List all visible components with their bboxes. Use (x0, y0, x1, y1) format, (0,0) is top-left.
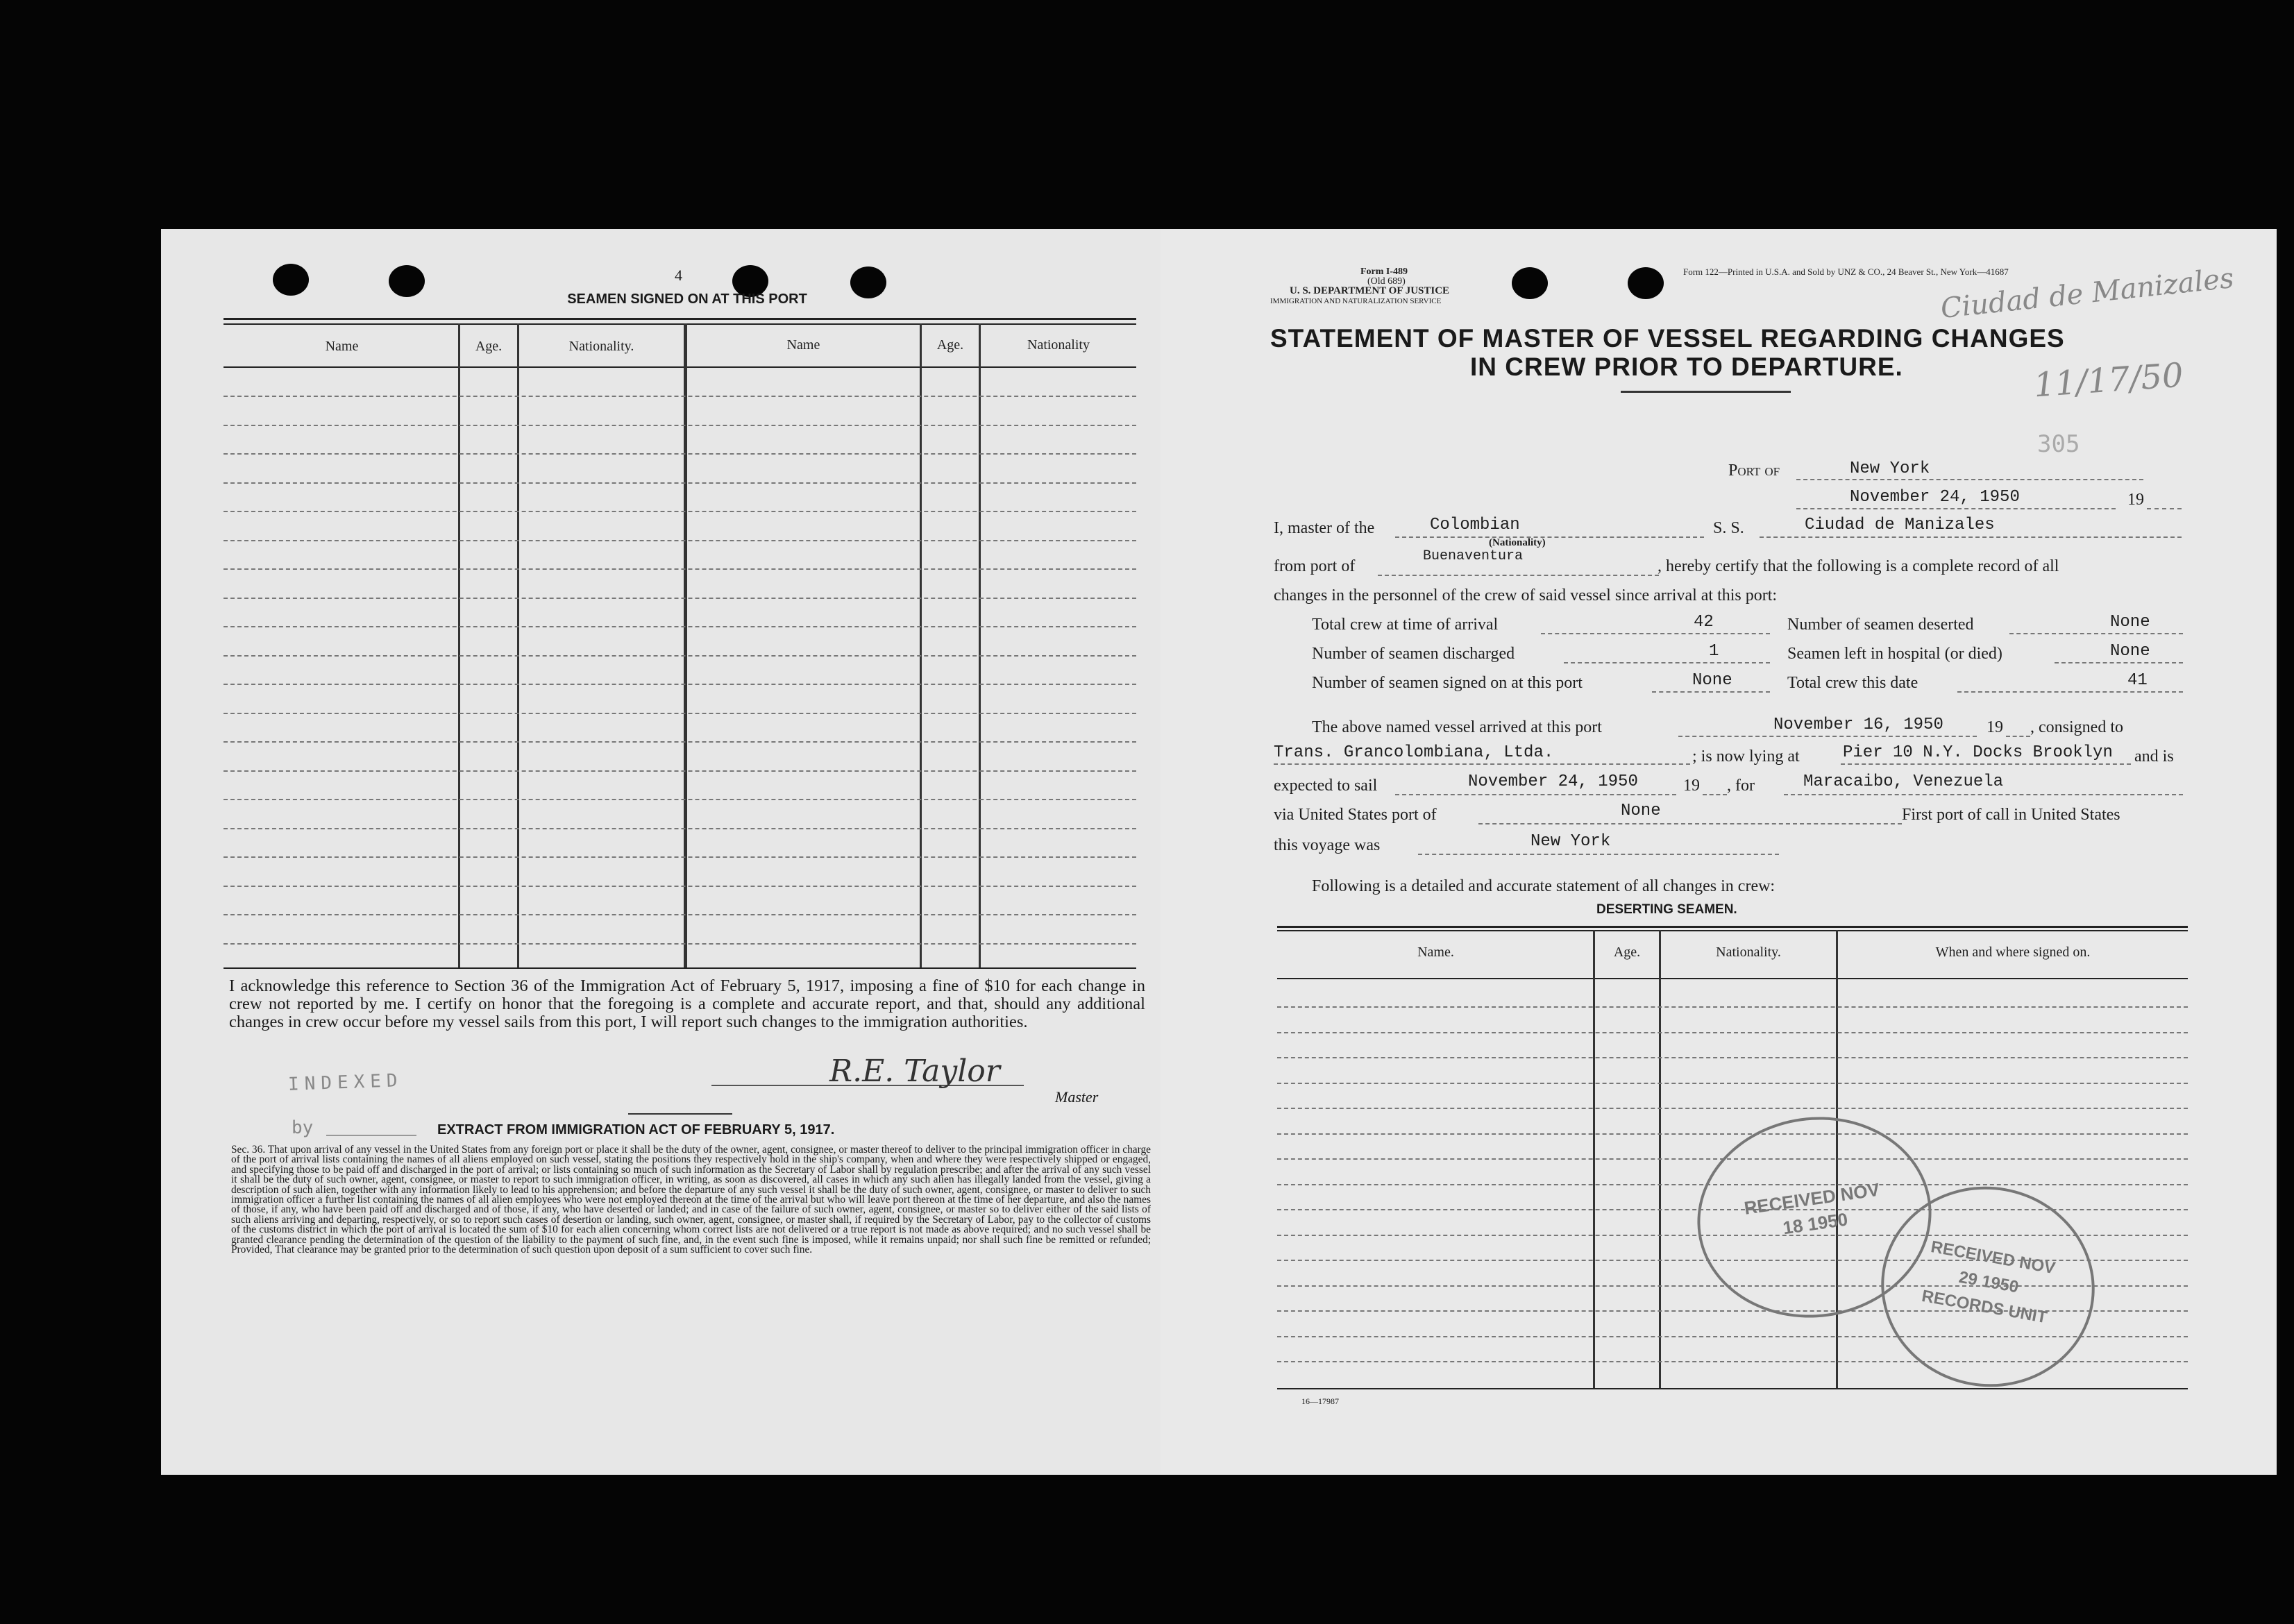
column-header-age: Age. (475, 339, 503, 354)
expected-value: November 24, 1950 (1468, 772, 1638, 791)
consignee-value: Trans. Grancolombiana, Ltda. (1274, 743, 1554, 762)
acknowledgement-text: I acknowledge this reference to Section 36 of the Immigration Act of February 5, 1917, imposing a fine of $10 for each change in crew not reported by me. I certify on honor that the foregoing is a complete and accurate report, and that, should any additional changes in crew occur before my vessel sails from this port, I will report such changes to the immigration authorities. (229, 976, 1145, 1031)
punch-hole (1628, 267, 1664, 299)
master-of-label: I, master of the (1274, 519, 1375, 537)
punch-hole (389, 265, 425, 297)
table-row-line (224, 511, 1136, 512)
deserting-column-name: Name. (1417, 945, 1454, 960)
arrived-value: November 16, 1950 (1773, 716, 1943, 734)
deserting-column-signed-on: When and where signed on. (1935, 945, 2091, 960)
certify-text: , hereby certify that the following is a complete record of all (1658, 557, 2059, 575)
column-header-age: Age. (936, 337, 964, 353)
left-page (161, 229, 1161, 1475)
page-number: 4 (675, 267, 682, 284)
table-row-line (224, 425, 1136, 426)
table-row-line (224, 886, 1136, 887)
port-label: Port of (1728, 462, 1780, 480)
from-port-value: Buenaventura (1423, 548, 1524, 564)
and-is-text: and is (2134, 747, 2174, 766)
column-header-name: Name (325, 339, 359, 354)
received-stamp: RECEIVED NOV 18 1950 (1685, 1102, 1945, 1333)
signed-on-label: Number of seamen signed on at this port (1312, 674, 1583, 692)
form-number: Form I-489 (1360, 267, 1408, 277)
total-crew-date-value: 41 (2127, 671, 2148, 690)
statement-title-line-1: STATEMENT OF MASTER OF VESSEL REGARDING CHANGES (1270, 324, 2065, 353)
table-row-line (224, 482, 1136, 484)
handwritten-number: 305 (2037, 430, 2080, 458)
arrived-year-label: 19 (1987, 718, 2003, 736)
from-port-label: from port of (1274, 557, 1356, 575)
lying-label: ; is now lying at (1692, 747, 1800, 766)
punch-hole (273, 264, 309, 296)
table-row-line (224, 828, 1136, 829)
discharged-value: 1 (1709, 642, 1719, 661)
column-header-nationality: Nationality (1027, 337, 1090, 353)
received-records-stamp: RECEIVED NOV 29 1950 RECORDS UNIT (1865, 1169, 2110, 1403)
table-row-line (224, 598, 1136, 599)
table-row-line (224, 770, 1136, 772)
table-row-line (224, 943, 1136, 945)
deserted-label: Number of seamen deserted (1787, 616, 1974, 634)
table-row-line (1277, 1057, 2188, 1058)
ship-value: Ciudad de Manizales (1805, 516, 1995, 534)
column-header-nationality: Nationality. (568, 339, 634, 354)
printer-line: Form 122—Printed in U.S.A. and Sold by UNZ & CO., 24 Beaver St., New York—41687 (1683, 267, 2009, 277)
voyage-label: this voyage was (1274, 836, 1381, 854)
service-name: IMMIGRATION AND NATURALIZATION SERVICE (1270, 297, 1442, 305)
table-row-line (1277, 1108, 2188, 1109)
total-crew-arrival-value: 42 (1694, 613, 1714, 632)
department-name: U. S. DEPARTMENT OF JUSTICE (1290, 285, 1450, 296)
via-value: None (1621, 802, 1661, 820)
form-old-number: (Old 689) (1367, 276, 1406, 287)
table-row-line (224, 684, 1136, 685)
signed-on-value: None (1692, 671, 1732, 690)
footer-code: 16—17987 (1301, 1396, 1339, 1406)
handwritten-ship-name: Ciudad de Manizales (1939, 262, 2236, 325)
via-label: via United States port of (1274, 806, 1437, 824)
total-crew-arrival-label: Total crew at time of arrival (1312, 616, 1499, 634)
discharged-label: Number of seamen discharged (1312, 645, 1515, 663)
table-row-line (224, 568, 1136, 570)
column-header-name: Name (786, 337, 820, 353)
lying-value: Pier 10 N.Y. Docks Brooklyn (1843, 743, 2113, 762)
table-row-line (1277, 1006, 2188, 1008)
ss-label: S. S. (1713, 519, 1744, 537)
expected-label: expected to sail (1274, 777, 1378, 795)
table-row-line (224, 713, 1136, 714)
consigned-label: , consigned to (2030, 718, 2123, 736)
table-row-line (224, 914, 1136, 915)
deserted-value: None (2110, 613, 2150, 632)
table-row-line (1277, 1083, 2188, 1084)
nationality-value: Colombian (1430, 516, 1520, 534)
deserting-column-nationality: Nationality. (1716, 945, 1781, 960)
extract-title: EXTRACT FROM IMMIGRATION ACT OF FEBRUARY 5, 1917. (437, 1122, 835, 1137)
master-signature: R.E. Taylor (829, 1054, 1000, 1089)
total-crew-date-label: Total crew this date (1787, 674, 1918, 692)
punch-hole (1512, 267, 1548, 299)
table-row-line (224, 540, 1136, 541)
table-row-line (224, 655, 1136, 657)
indexed-stamp: INDEXED (287, 1070, 404, 1095)
for-label: , for (1727, 777, 1755, 795)
extract-text: Sec. 36. That upon arrival of any vessel in the United States from any foreign port or place it shall be the duty of the owner, agent, consignee, or master thereof to deliver to the principal immigration officer in charge of the port of arrival lists containing the names of all aliens employed on such vessel, stating the positions they respectively hold in the ship's company, when and where they were respectively shipped or engaged, and specifying those to be paid off and discharged in the port of arrival; or lists containing so much of such information as the Secretary of Labor shall by regulation prescribe; and after the arrival of any such vessel it shall be the duty of such owner, agent, consignee, or master to report to such immigration officer, in writing, as soon as discovered, all cases in which any such alien has illegally landed from the vessel, giving a description of such alien, together with any information likely to lead to his apprehension; and before the departure of any such vessel it shall be the duty of such owner, agent, consignee, or master to deliver to such immigration officer a further list containing the names of all alien employees who were not employed thereon at the time of the arrival but who will leave port thereon at the time of her departure, and also the names of those, if any, who have been paid off and discharged and of those, if any, who have deserted or landed; and in case of the failure of such owner, agent, consignee, or master so to deliver either of the said lists of such aliens arriving and departing, respectively, or so to report such cases of desertion or landing, such owner, agent, consignee, or master shall, if required by the Secretary of Labor, pay to the collector of customs of the customs district in which the port of arrival is located the sum of $10 for each alien concerning whom correct lists are not delivered or a true report is not made as above required; and no such vessel shall be granted clearance pending the determination of the question of the liability to the payment of such fine, and, in the event such fine is imposed, while it remains unpaid; nor shall such fine be remitted or refunded; Provided, That clearance may be granted prior to the determination of such question upon deposit of a sum sufficient to cover such fine. (231, 1144, 1151, 1256)
handwritten-date: 11/17/50 (2032, 355, 2185, 405)
changes-text: changes in the personnel of the crew of said vessel since arrival at this port: (1274, 586, 1778, 604)
port-value: New York (1850, 459, 1930, 478)
indexed-by: by (292, 1117, 314, 1138)
statement-title-line-2: IN CREW PRIOR TO DEPARTURE. (1470, 353, 1903, 381)
table-row-line (1277, 1032, 2188, 1033)
hospital-value: None (2110, 642, 2150, 661)
table-row-line (224, 626, 1136, 627)
table-row-line (224, 453, 1136, 455)
table-row-line (224, 856, 1136, 858)
arrived-label: The above named vessel arrived at this port (1312, 718, 1602, 736)
left-page-title: SEAMEN SIGNED ON AT THIS PORT (567, 291, 807, 307)
deserting-title: DESERTING SEAMEN. (1596, 902, 1737, 917)
year-label: 19 (2127, 491, 2144, 509)
table-row-line (224, 799, 1136, 800)
for-value: Maracaibo, Venezuela (1803, 772, 2004, 791)
table-row-line (224, 396, 1136, 397)
deserting-column-age: Age. (1613, 945, 1641, 960)
following-text: Following is a detailed and accurate statement of all changes in crew: (1312, 877, 1776, 895)
hospital-label: Seamen left in hospital (or died) (1787, 645, 2002, 663)
expected-year-label: 19 (1683, 777, 1700, 795)
master-label: Master (1055, 1088, 1099, 1106)
table-row-line (1277, 1133, 2188, 1135)
first-port-label: First port of call in United States (1902, 806, 2120, 824)
table-row-line (224, 741, 1136, 743)
date-value: November 24, 1950 (1850, 488, 2020, 507)
voyage-value: New York (1530, 832, 1611, 851)
nationality-caption: (Nationality) (1489, 537, 1546, 548)
